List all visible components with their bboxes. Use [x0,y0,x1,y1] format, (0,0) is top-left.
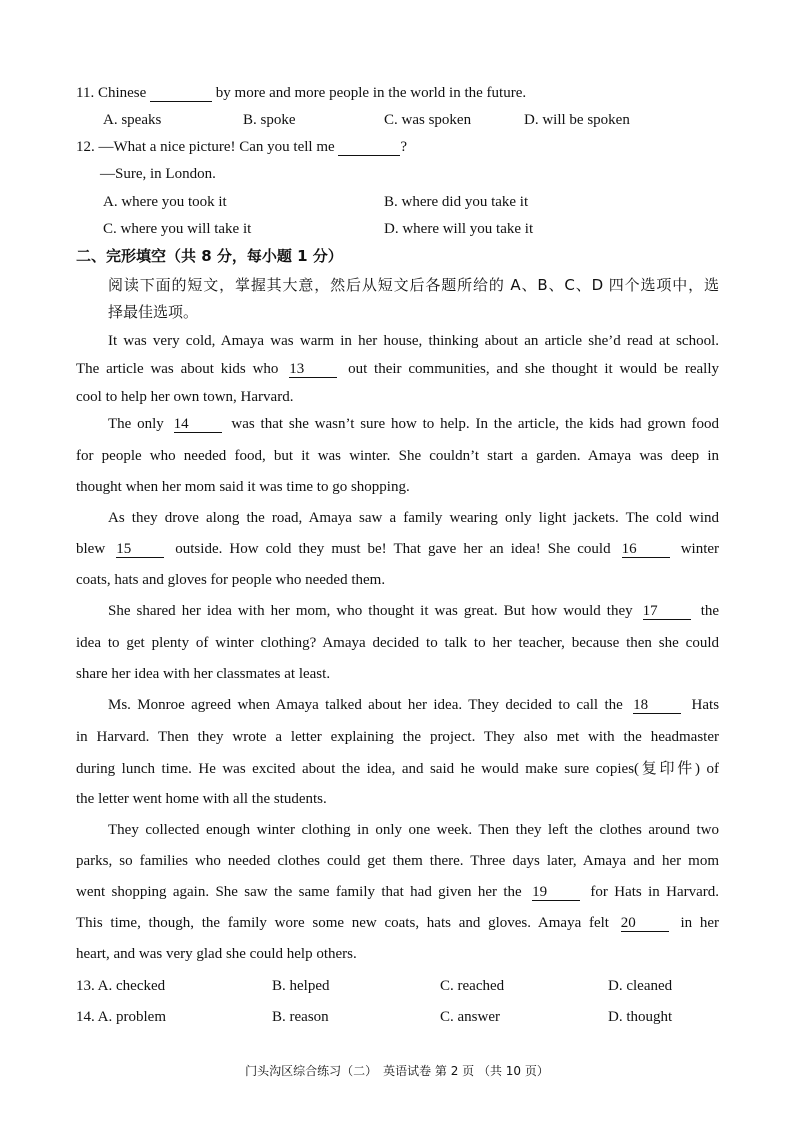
passage-line: They collected enough winter clothing in only one week. Then they left the clothes around two [108,822,719,838]
passage-line: coats, hats and gloves for people who needed them. [76,572,386,588]
passage-text: winter [680,541,720,557]
gloss-cjk: 复印件 [639,759,695,777]
passage-line: As they drove along the road, Amaya saw a family wearing only light jackets. The cold wind [108,510,719,526]
passage-line: in Harvard. Then they wrote a letter explaining the project. They also met with the headmaster [76,729,719,745]
passage-line: parks, so families who needed clothes could get them there. Three days later, Amaya and her mom [76,853,719,869]
passage-text: for Hats in Harvard. [590,884,720,900]
q13-option-c: C. reached [440,978,505,994]
passage-text: Ms. Monroe agreed when Amaya talked about her idea. They decided to call the [108,697,623,713]
passage-text: the [700,603,720,619]
q12-option-c: C. where you will take it [103,221,252,237]
blank-16: 16 [622,541,670,558]
section-instruction-line1: 阅读下面的短文，掌握其大意，然后从短文后各题所给的 A、B、C、D 四个选项中，选 [108,276,719,294]
blank-20: 20 [621,915,669,932]
q14-option-d: D. thought [608,1009,673,1025]
passage-line [108,695,719,715]
q13-option-d: D. cleaned [608,978,673,994]
q11-stem-end: by more and more people in the world in the future. [215,85,527,101]
q11-stem [76,83,526,103]
passage-text: She shared her idea with her mom, who thought it was great. But how would they [108,603,633,619]
passage-text: This time, though, the family wore some new coats, hats and gloves. Amaya felt [76,915,609,931]
passage-line: heart, and was very glad she could help others. [76,946,357,962]
q11-stem-start: 11. Chinese [76,85,147,101]
passage-text: during lunch time. He was excited about the idea, and said he would make sure copies( [76,761,640,777]
passage-text: outside. How cold they must be! That gave her an idea! She could [175,541,611,557]
q12-option-d: D. where will you take it [384,221,534,237]
passage-line [76,913,719,933]
passage-text: blew [76,541,106,557]
passage-line [76,539,719,559]
q11-option-a: A. speaks [103,112,162,128]
q11-option-b: B. spoke [243,112,296,128]
q11-option-c: C. was spoken [384,112,472,128]
section-title: 二、完形填空（共 8 分，每小题 1 分） [76,247,343,265]
passage-line: thought when her mom said it was time to go shopping. [76,479,410,495]
passage-text: Hats [691,697,720,713]
blank-17: 17 [643,603,691,620]
passage-text: The only [108,416,164,432]
q11-option-d: D. will be spoken [524,112,630,128]
page-footer: 门头沟区综合练习（二） 英语试卷 第 2 页 （共 10 页） [245,1064,549,1078]
passage-text: ) of [695,761,719,777]
passage-line [76,758,719,779]
passage-line [108,414,719,434]
q12-question-mark: ? [400,139,408,155]
passage-line [76,882,719,902]
q14-option-a: 14. A. problem [76,1009,166,1025]
passage-line [108,601,719,621]
q12-reply: —Sure, in London. [100,166,216,182]
passage-text: out their communities, and she thought it would be really [348,361,720,377]
passage-line: for people who needed food, but it was winter. She couldn’t start a garden. Amaya was deep in [76,448,719,464]
passage-line: the letter went home with all the students. [76,791,327,807]
passage-line: cool to help her own town, Harvard. [76,389,294,405]
answer-blank [150,85,212,102]
q12-option-a: A. where you took it [103,194,227,210]
answer-blank [338,139,400,156]
blank-14: 14 [174,416,222,433]
q12-stem [76,137,407,157]
section-instruction-line2: 择最佳选项。 [108,303,199,321]
q13-option-a: 13. A. checked [76,978,166,994]
passage-text: was that she wasn’t sure how to help. In the article, the kids had grown food [231,416,719,432]
q14-option-b: B. reason [272,1009,329,1025]
q12-option-b: B. where did you take it [384,194,529,210]
blank-15: 15 [116,541,164,558]
passage-line: share her idea with her classmates at least. [76,666,331,682]
passage-line: It was very cold, Amaya was warm in her house, thinking about an article she’d read at school. [108,333,719,349]
passage-line [76,359,719,379]
blank-19: 19 [532,884,580,901]
passage-line: idea to get plenty of winter clothing? Amaya decided to talk to her teacher, because then she could [76,635,719,651]
blank-13: 13 [289,361,337,378]
q12-stem-text: 12. —What a nice picture! Can you tell me [76,139,335,155]
passage-text: went shopping again. She saw the same family that had given her the [76,884,522,900]
passage-text: in her [680,915,720,931]
q14-option-c: C. answer [440,1009,500,1025]
blank-18: 18 [633,697,681,714]
q13-option-b: B. helped [272,978,330,994]
passage-text: The article was about kids who [76,361,279,377]
